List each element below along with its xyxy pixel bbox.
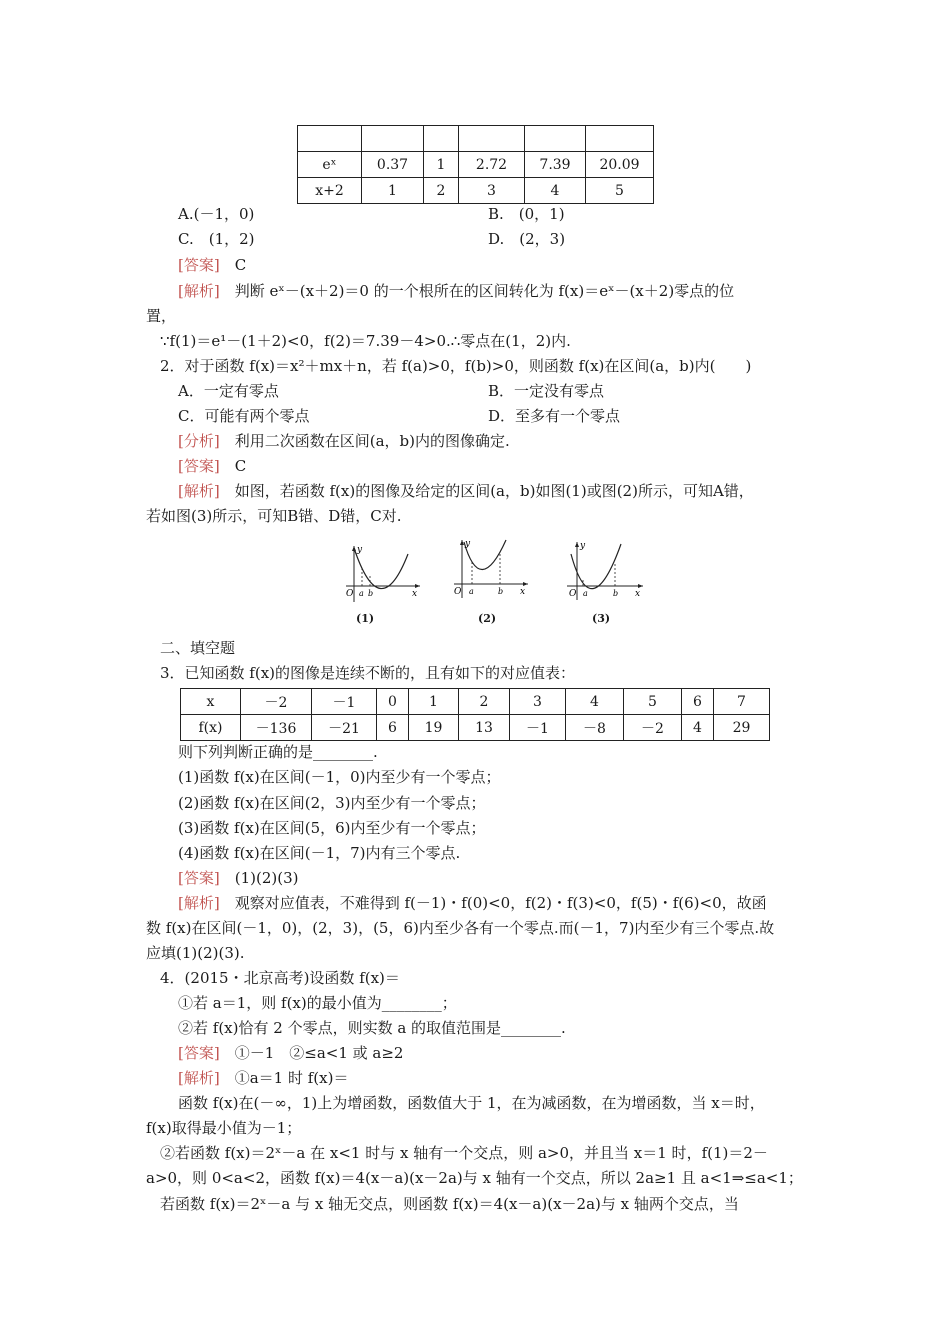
- table-cell: 6: [377, 715, 409, 741]
- q2-answer: [178, 456, 246, 476]
- point-b-label: b: [613, 589, 619, 598]
- table-cell: [459, 126, 525, 152]
- table-row: [298, 152, 654, 178]
- table-cell: 19: [409, 715, 459, 741]
- table-cell: 4: [566, 689, 624, 715]
- table-cell: [424, 126, 459, 152]
- analysis-text: ①a＝1 时 f(x)＝: [219, 1069, 349, 1087]
- q2-analysis-line: [178, 481, 754, 501]
- analysis-text: 判断 eˣ－(x＋2)＝0 的一个根所在的区间转化为 f(x)＝eˣ－(x＋2)零点的位: [219, 282, 735, 300]
- q4-analysis-line: 若函数 f(x)＝2ˣ－a 与 x 轴无交点，则函数 f(x)＝4(x－a)(x－2a)与 x 轴两个交点，当: [160, 1195, 739, 1213]
- q1-option-c: C. (1，2): [178, 230, 255, 248]
- q4-analysis-line: [178, 1068, 348, 1088]
- table-cell: －1: [312, 689, 377, 715]
- table-cell: [586, 126, 654, 152]
- x-axis-label: x: [635, 589, 641, 599]
- point-a-label: a: [359, 589, 364, 598]
- q1-analysis-line: 置，: [146, 307, 177, 325]
- table-cell: f(x): [181, 715, 241, 741]
- parabola-figure-1: [340, 540, 426, 604]
- q3-analysis-line: 数 f(x)在区间(－1，0)，(2，3)，(5，6)内至少各有一个零点.而(－1，7)内至少有三个零点.故: [146, 919, 775, 937]
- table-cell: eˣ: [298, 152, 362, 178]
- q2-option-a: A．一定有零点: [178, 382, 279, 400]
- table-cell: 3: [510, 689, 566, 715]
- answer-text: (1)(2)(3): [219, 869, 299, 887]
- exp-value-table: [297, 125, 654, 204]
- table-cell: －21: [312, 715, 377, 741]
- table-cell: 2: [424, 178, 459, 204]
- q2-option-c: C．可能有两个零点: [178, 407, 310, 425]
- analysis-tag: [解析]: [178, 482, 220, 500]
- q3-answer: [178, 868, 298, 888]
- origin-label: O: [569, 589, 577, 599]
- table-cell: 6: [682, 689, 714, 715]
- analysis-tag: [解析]: [178, 282, 220, 300]
- q3-stem: 3．已知函数 f(x)的图像是连续不断的，且有如下的对应值表：: [160, 664, 576, 682]
- table-cell: x+2: [298, 178, 362, 204]
- analysis-tag: [解析]: [178, 1069, 220, 1087]
- q3-item: (1)函数 f(x)在区间(－1，0)内至少有一个零点；: [178, 768, 501, 786]
- table-cell: x: [181, 689, 241, 715]
- table-cell: [525, 126, 586, 152]
- point-b-label: b: [498, 587, 504, 596]
- figure-caption: (2): [478, 612, 497, 625]
- table-cell: 20.09: [586, 152, 654, 178]
- point-a-label: a: [583, 589, 588, 598]
- q4-analysis-line: a>0，则 0<a<2，函数 f(x)＝4(x－a)(x－2a)与 x 轴有一个交点，所以 2a≥1 且 a<1⇒≤a<1；: [146, 1169, 803, 1187]
- q1-analysis-line: ∵f(1)＝e¹－(1＋2)<0，f(2)＝7.39－4>0.∴零点在(1，2)内.: [160, 332, 571, 350]
- table-cell: [298, 126, 362, 152]
- q3-analysis-line: [178, 893, 767, 913]
- table-row: [181, 689, 770, 715]
- q1-option-b: B. (0，1): [488, 205, 565, 223]
- origin-label: O: [454, 587, 462, 597]
- q1-option-a: A.(－1，0): [178, 205, 255, 223]
- q4-part: ②若 f(x)恰有 2 个零点，则实数 a 的取值范围是________.: [178, 1019, 566, 1037]
- table-cell: －136: [241, 715, 312, 741]
- q4-part: ①若 a＝1，则 f(x)的最小值为________；: [178, 994, 457, 1012]
- table-cell: [362, 126, 424, 152]
- q2-option-b: B．一定没有零点: [488, 382, 605, 400]
- table-cell: －1: [510, 715, 566, 741]
- parabola-figure-2: [448, 536, 534, 600]
- table-cell: 0: [377, 689, 409, 715]
- table-cell: 1: [424, 152, 459, 178]
- table-cell: 4: [682, 715, 714, 741]
- q1-analysis-line: [178, 281, 734, 301]
- table-row: [181, 715, 770, 741]
- q1-answer: [178, 255, 246, 275]
- analysis-text: 如图，若函数 f(x)的图像及给定的区间(a，b)如图(1)或图(2)所示，可知A错，: [219, 482, 754, 500]
- point-b-label: b: [368, 589, 374, 598]
- table-cell: 4: [525, 178, 586, 204]
- figure-caption: (1): [356, 612, 375, 625]
- parabola-figure-3: [563, 538, 649, 602]
- table-cell: 7: [714, 689, 770, 715]
- answer-tag: [答案]: [178, 869, 220, 887]
- q3-item: (4)函数 f(x)在区间(－1，7)内有三个零点.: [178, 844, 461, 862]
- table-cell: 1: [362, 178, 424, 204]
- answer-tag: [答案]: [178, 1044, 220, 1062]
- q4-analysis-line: 函数 f(x)在(－∞，1)上为增函数，函数值大于 1，在为减函数，在为增函数，当 x＝时，: [178, 1094, 765, 1112]
- table-cell: 2: [459, 689, 510, 715]
- analysis-text: 观察对应值表，不难得到 f(－1)・f(0)<0，f(2)・f(3)<0，f(5)・f(6)<0，故函: [219, 894, 767, 912]
- table-cell: 2.72: [459, 152, 525, 178]
- q2-analysis-line: 若如图(3)所示，可知B错、D错，C对.: [146, 507, 402, 525]
- answer-text: C: [219, 457, 247, 475]
- q4-analysis-line: f(x)取得最小值为－1；: [146, 1119, 302, 1137]
- hint-text: 利用二次函数在区间(a，b)内的图像确定.: [219, 432, 510, 450]
- table-cell: 0.37: [362, 152, 424, 178]
- table-cell: －2: [241, 689, 312, 715]
- table-cell: 5: [586, 178, 654, 204]
- table-cell: 13: [459, 715, 510, 741]
- table-cell: －8: [566, 715, 624, 741]
- hint-tag: [分析]: [178, 432, 220, 450]
- answer-tag: [答案]: [178, 457, 220, 475]
- analysis-tag: [解析]: [178, 894, 220, 912]
- answer-text: ①－1 ②≤a<1 或 a≥2: [219, 1044, 404, 1062]
- table-cell: 29: [714, 715, 770, 741]
- q2-option-d: D．至多有一个零点: [488, 407, 621, 425]
- y-axis-label: y: [580, 541, 586, 551]
- q3-prompt: 则下列判断正确的是________.: [178, 743, 378, 761]
- answer-text: C: [219, 256, 247, 274]
- x-axis-label: x: [412, 589, 418, 599]
- x-axis-label: x: [520, 587, 526, 597]
- table-cell: 7.39: [525, 152, 586, 178]
- y-axis-label: y: [357, 545, 363, 555]
- q2-stem: 2．对于函数 f(x)＝x²＋mx＋n，若 f(a)>0，f(b)>0，则函数 f(x)在区间(a，b)内( ): [160, 357, 752, 375]
- q4-answer: [178, 1043, 403, 1063]
- point-a-label: a: [469, 587, 474, 596]
- function-value-table: [180, 688, 770, 741]
- q1-option-d: D. (2，3): [488, 230, 566, 248]
- q4-stem: 4．(2015・北京高考)设函数 f(x)＝: [160, 969, 400, 987]
- q3-analysis-line: 应填(1)(2)(3).: [146, 944, 245, 962]
- q3-item: (3)函数 f(x)在区间(5，6)内至少有一个零点；: [178, 819, 486, 837]
- answer-tag: [答案]: [178, 256, 220, 274]
- q4-analysis-line: ②若函数 f(x)＝2ˣ－a 在 x<1 时与 x 轴有一个交点，则 a>0，并且当 x＝1 时，f(1)＝2－: [160, 1144, 768, 1162]
- table-cell: 5: [624, 689, 682, 715]
- table-cell: 3: [459, 178, 525, 204]
- table-cell: 1: [409, 689, 459, 715]
- table-cell: －2: [624, 715, 682, 741]
- q2-hint: [178, 431, 510, 451]
- q3-item: (2)函数 f(x)在区间(2，3)内至少有一个零点；: [178, 794, 486, 812]
- origin-label: O: [346, 589, 354, 599]
- table-row: [298, 178, 654, 204]
- section-title: 二、填空题: [160, 639, 236, 657]
- figure-caption: (3): [592, 612, 611, 625]
- table-row: [298, 126, 654, 152]
- y-axis-label: y: [465, 539, 471, 549]
